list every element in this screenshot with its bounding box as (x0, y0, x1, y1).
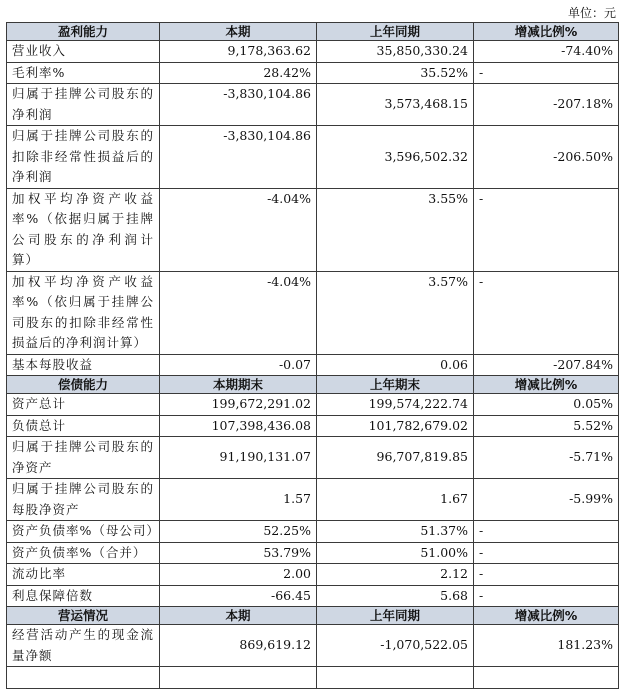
current-value: -0.07 (160, 354, 317, 376)
row-label: 归属于挂牌公司股东的净资产 (7, 437, 160, 479)
prior-value: 51.37% (317, 521, 474, 543)
current-value: 9,178,363.62 (160, 41, 317, 63)
current-value: 52.25% (160, 521, 317, 543)
row-label: 利息保障倍数 (7, 585, 160, 607)
row-label: 资产负债率%（母公司） (7, 521, 160, 543)
row-label: 归属于挂牌公司股东的扣除非经常性损益后的净利润 (7, 126, 160, 189)
header-cell: 本期 (160, 607, 317, 625)
change-value: 181.23% (474, 625, 619, 667)
change-value: - (474, 271, 619, 354)
table-row (7, 585, 619, 607)
header-cell: 偿债能力 (7, 376, 160, 394)
current-value: 53.79% (160, 542, 317, 564)
current-value: 2.00 (160, 564, 317, 586)
current-value: 1.57 (160, 479, 317, 521)
row-label: 负债总计 (7, 415, 160, 437)
current-value: 107,398,436.08 (160, 415, 317, 437)
current-value: -4.04% (160, 271, 317, 354)
row-label: 营业收入 (7, 41, 160, 63)
row-label: 归属于挂牌公司股东的每股净资产 (7, 479, 160, 521)
change-value-cut (474, 667, 619, 689)
row-label-cut (7, 667, 160, 689)
prior-value: 0.06 (317, 354, 474, 376)
header-cell: 增减比例% (474, 376, 619, 394)
prior-value: 1.67 (317, 479, 474, 521)
prior-value: 199,574,222.74 (317, 394, 474, 416)
change-value: - (474, 62, 619, 84)
change-value: -207.84% (474, 354, 619, 376)
table-row (7, 62, 619, 84)
prior-value: 51.00% (317, 542, 474, 564)
change-value: - (474, 564, 619, 586)
header-cell: 增减比例% (474, 23, 619, 41)
change-value: 5.52% (474, 415, 619, 437)
change-value: 0.05% (474, 394, 619, 416)
change-value: -207.18% (474, 84, 619, 126)
change-value: - (474, 585, 619, 607)
table-row (7, 126, 619, 189)
prior-value: 96,707,819.85 (317, 437, 474, 479)
table-row (7, 479, 619, 521)
header-row-solvency (7, 376, 619, 394)
header-cell: 上年同期 (317, 607, 474, 625)
table-row (7, 84, 619, 126)
table-row (7, 394, 619, 416)
row-label: 流动比率 (7, 564, 160, 586)
header-cell: 盈利能力 (7, 23, 160, 41)
header-cell: 本期 (160, 23, 317, 41)
current-value: -66.45 (160, 585, 317, 607)
row-label: 经营活动产生的现金流量净额 (7, 625, 160, 667)
change-value: -74.40% (474, 41, 619, 63)
current-value: 91,190,131.07 (160, 437, 317, 479)
change-value: - (474, 188, 619, 271)
table-row (7, 188, 619, 271)
header-cell: 增减比例% (474, 607, 619, 625)
prior-value: 101,782,679.02 (317, 415, 474, 437)
table-row-partial (7, 667, 619, 689)
table-row (7, 564, 619, 586)
row-label: 归属于挂牌公司股东的净利润 (7, 84, 160, 126)
header-cell: 上年期末 (317, 376, 474, 394)
financial-indicators-table (6, 22, 619, 689)
change-value: -206.50% (474, 126, 619, 189)
row-label: 毛利率% (7, 62, 160, 84)
header-cell: 本期期末 (160, 376, 317, 394)
current-value: 869,619.12 (160, 625, 317, 667)
row-label: 资产总计 (7, 394, 160, 416)
current-value: -3,830,104.86 (160, 84, 317, 126)
current-value: -4.04% (160, 188, 317, 271)
change-value: - (474, 521, 619, 543)
header-row-operation (7, 607, 619, 625)
header-cell: 上年同期 (317, 23, 474, 41)
change-value: -5.71% (474, 437, 619, 479)
current-value: -3,830,104.86 (160, 126, 317, 189)
table-row (7, 437, 619, 479)
row-label: 加权平均净资产收益率%（依归属于挂牌公司股东的扣除非经常性损益后的净利润计算） (7, 271, 160, 354)
change-value: - (474, 542, 619, 564)
table-row (7, 542, 619, 564)
row-label: 加权平均净资产收益率%（依据归属于挂牌公司股东的净利润计算） (7, 188, 160, 271)
unit-label: 单位：元 (567, 6, 616, 20)
current-value: 199,672,291.02 (160, 394, 317, 416)
table-row (7, 521, 619, 543)
table-row (7, 354, 619, 376)
prior-value: 3.57% (317, 271, 474, 354)
prior-value: 3,573,468.15 (317, 84, 474, 126)
prior-value: 3,596,502.32 (317, 126, 474, 189)
table-row (7, 415, 619, 437)
row-label: 资产负债率%（合并） (7, 542, 160, 564)
prior-value: 35,850,330.24 (317, 41, 474, 63)
row-label: 基本每股收益 (7, 354, 160, 376)
current-value-cut (160, 667, 317, 689)
prior-value: -1,070,522.05 (317, 625, 474, 667)
prior-value: 35.52% (317, 62, 474, 84)
current-value: 28.42% (160, 62, 317, 84)
header-row-profit (7, 23, 619, 41)
prior-value: 2.12 (317, 564, 474, 586)
table-row (7, 271, 619, 354)
header-cell: 营运情况 (7, 607, 160, 625)
prior-value: 3.55% (317, 188, 474, 271)
table-row (7, 41, 619, 63)
prior-value: 5.68 (317, 585, 474, 607)
prior-value-cut (317, 667, 474, 689)
table-row (7, 625, 619, 667)
change-value: -5.99% (474, 479, 619, 521)
